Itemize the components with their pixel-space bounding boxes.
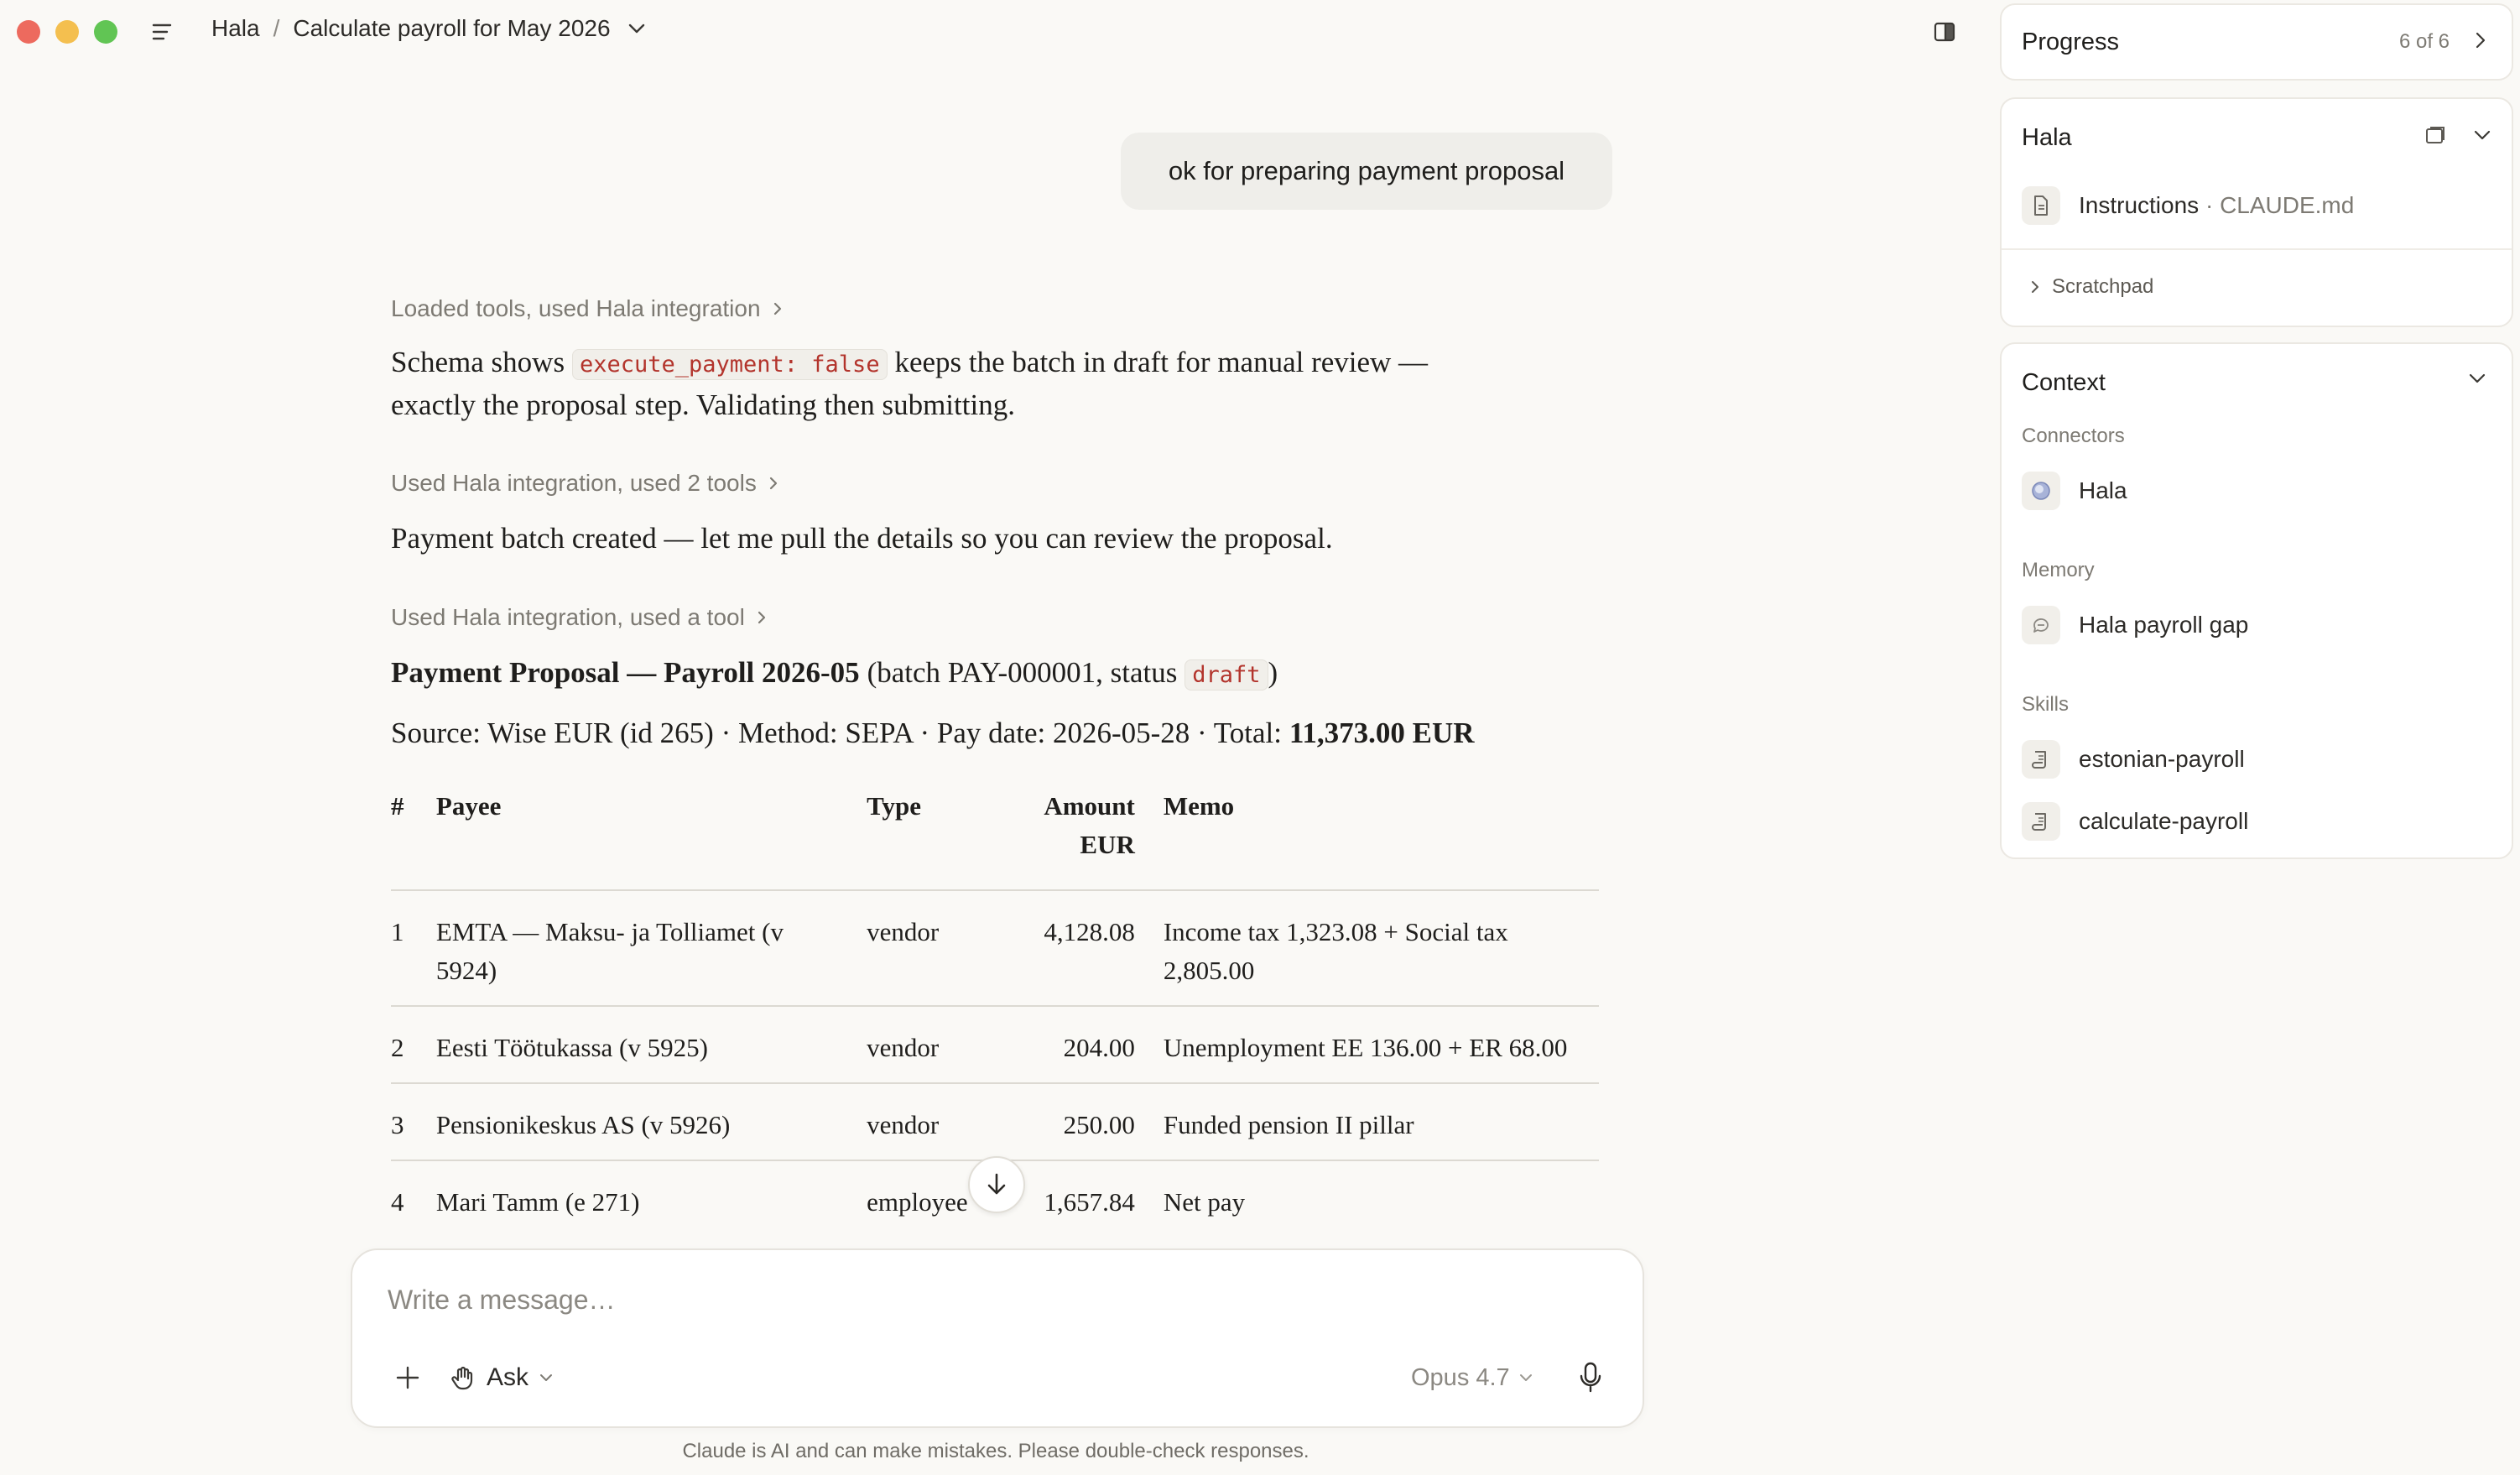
cell-payee: EMTA — Maksu- ja Tolliamet (v 5924) [436, 890, 867, 1006]
table-row [391, 890, 1599, 1006]
chevron-right-icon [768, 476, 778, 491]
cell-num: 2 [391, 1006, 436, 1083]
window-controls [17, 20, 117, 44]
progress-count: 6 of 6 [2398, 30, 2450, 53]
proposal-title: Payment Proposal — Payroll 2026-05 [391, 656, 860, 689]
add-attachment-button[interactable] [388, 1358, 428, 1398]
cell-memo: Income tax 1,323.08 + Social tax 2,805.00 [1164, 890, 1599, 1006]
tool-use-label: Used Hala integration, used 2 tools [391, 470, 757, 496]
cell-amount: 4,128.08 [992, 890, 1164, 1006]
scratchpad-toggle[interactable] [2030, 275, 2153, 299]
conversation-title[interactable]: Calculate payroll for May 2026 [293, 15, 611, 41]
chevron-down-icon [627, 23, 646, 34]
mode-label: Ask [487, 1363, 529, 1391]
header-num: # [391, 791, 404, 821]
close-window-button[interactable] [17, 20, 40, 44]
hand-icon [450, 1364, 476, 1391]
tool-use-summary[interactable] [391, 295, 783, 322]
instructions-file[interactable] [2022, 186, 2354, 225]
cell-amount: 1,657.84 [992, 1160, 1164, 1237]
context-title: Context [2022, 369, 2106, 396]
table-row [391, 1083, 1599, 1160]
status-badge: draft [1185, 659, 1268, 691]
memory-label: Memory [2022, 559, 2095, 581]
open-project-button[interactable] [2424, 124, 2446, 150]
voice-input-button[interactable] [1570, 1356, 1611, 1399]
source-info: Source: Wise EUR (id 265) · Method: SEPA · Pay date: 2026-05-28 · Total: [391, 717, 1282, 749]
skill-icon [2022, 740, 2060, 779]
cell-type: employee [867, 1160, 992, 1237]
header-type: Type [867, 791, 921, 821]
skills-label: Skills [2022, 693, 2070, 716]
header-amount: Amount EUR [1044, 791, 1135, 859]
cell-amount: 250.00 [992, 1083, 1164, 1160]
table-row [391, 1006, 1599, 1083]
message-input[interactable] [386, 1284, 1564, 1316]
arrow-down-icon [986, 1172, 1007, 1197]
total-amount: 11,373.00 EUR [1289, 717, 1475, 749]
cell-num: 3 [391, 1083, 436, 1160]
panel-toggle-icon [1934, 21, 1955, 43]
tool-use-summary[interactable] [391, 604, 767, 631]
minimize-window-button[interactable] [55, 20, 79, 44]
skill-item[interactable] [2022, 740, 2245, 779]
context-card [2000, 342, 2513, 859]
message-text: exactly the proposal step. Validating then submitting. [391, 388, 1015, 421]
file-name: Instructions [2079, 192, 2200, 218]
model-label: Opus 4.7 [1411, 1363, 1510, 1391]
message-text: keeps the batch in draft for manual review — [894, 346, 1429, 378]
collapse-project-button[interactable] [2473, 129, 2491, 145]
table-header-row [391, 780, 1599, 890]
skill-item[interactable] [2022, 802, 2248, 841]
cell-type: vendor [867, 1083, 992, 1160]
plus-icon [394, 1364, 421, 1391]
connector-name: Hala [2079, 477, 2127, 503]
project-title: Hala [2022, 124, 2072, 151]
menu-icon [152, 23, 174, 41]
message-text: Payment batch created — let me pull the details so you can review the proposal. [391, 522, 1333, 555]
cell-payee: Eesti Töötukassa (v 5925) [436, 1006, 867, 1083]
breadcrumb [211, 15, 646, 42]
project-card [2000, 97, 2513, 327]
breadcrumb-project[interactable]: Hala [211, 15, 260, 41]
message-composer [351, 1248, 1644, 1428]
connectors-label: Connectors [2022, 425, 2125, 447]
model-selector[interactable] [1411, 1356, 1533, 1399]
batch-info-close: ) [1268, 656, 1278, 689]
chevron-right-icon [757, 610, 767, 625]
microphone-icon [1579, 1362, 1602, 1394]
chevron-down-icon [2468, 373, 2486, 384]
inline-code: execute_payment: false [572, 349, 888, 380]
cell-amount: 204.00 [992, 1006, 1164, 1083]
memory-item[interactable] [2022, 606, 2248, 644]
new-window-icon [2424, 124, 2446, 146]
user-message-text: ok for preparing payment proposal [1168, 156, 1565, 185]
memory-icon [2022, 606, 2060, 644]
message-text: Schema shows [391, 346, 565, 378]
title-menu-button[interactable] [627, 23, 646, 34]
progress-title: Progress [2022, 29, 2120, 55]
connector-item[interactable] [2022, 472, 2127, 510]
scratchpad-label: Scratchpad [2052, 275, 2154, 298]
assistant-message [391, 342, 1549, 425]
panel-toggle-button[interactable] [1931, 17, 1958, 47]
batch-info: (batch PAY-000001, status [867, 656, 1178, 689]
cell-num: 4 [391, 1160, 436, 1237]
breadcrumb-separator: / [273, 15, 280, 41]
maximize-window-button[interactable] [94, 20, 117, 44]
chevron-right-icon [773, 301, 783, 316]
cell-payee: Mari Tamm (e 271) [436, 1160, 867, 1237]
divider [2002, 248, 2512, 250]
header-memo: Memo [1163, 791, 1235, 821]
file-separator: · [2205, 192, 2214, 218]
disclaimer-text: Claude is AI and can make mistakes. Please double-check responses. [682, 1440, 1309, 1462]
proposal-summary [391, 713, 1549, 753]
assistant-message [391, 519, 1549, 559]
cell-memo: Unemployment EE 136.00 + ER 68.00 [1164, 1006, 1599, 1083]
chevron-down-icon [1518, 1373, 1533, 1383]
file-detail: CLAUDE.md [2220, 192, 2355, 218]
cell-memo: Net pay [1164, 1160, 1599, 1237]
tool-use-label: Loaded tools, used Hala integration [391, 295, 761, 321]
sidebar-menu-button[interactable] [148, 17, 178, 47]
cell-payee: Pensionikeskus AS (v 5926) [436, 1083, 867, 1160]
header-payee: Payee [435, 791, 502, 821]
scroll-to-bottom-button[interactable] [968, 1156, 1025, 1213]
tool-use-summary[interactable] [391, 470, 778, 497]
skill-name: calculate-payroll [2079, 808, 2249, 834]
chevron-down-icon [2473, 129, 2491, 141]
chevron-down-icon [539, 1373, 554, 1383]
skill-icon [2022, 802, 2060, 841]
mode-selector[interactable] [450, 1356, 554, 1399]
skill-name: estonian-payroll [2079, 746, 2245, 772]
collapse-context-button[interactable] [2468, 373, 2486, 388]
chevron-right-icon [2030, 279, 2040, 294]
progress-card[interactable] [2000, 3, 2513, 81]
cell-type: vendor [867, 1006, 992, 1083]
tool-use-label: Used Hala integration, used a tool [391, 604, 745, 630]
memory-name: Hala payroll gap [2079, 612, 2249, 638]
cell-type: vendor [867, 890, 992, 1006]
document-icon [2022, 186, 2060, 225]
globe-icon [2022, 472, 2060, 510]
cell-memo: Funded pension II pillar [1164, 1083, 1599, 1160]
user-message [1121, 133, 1612, 210]
chevron-right-icon [2475, 30, 2486, 50]
proposal-heading [391, 653, 1549, 696]
cell-num: 1 [391, 890, 436, 1006]
